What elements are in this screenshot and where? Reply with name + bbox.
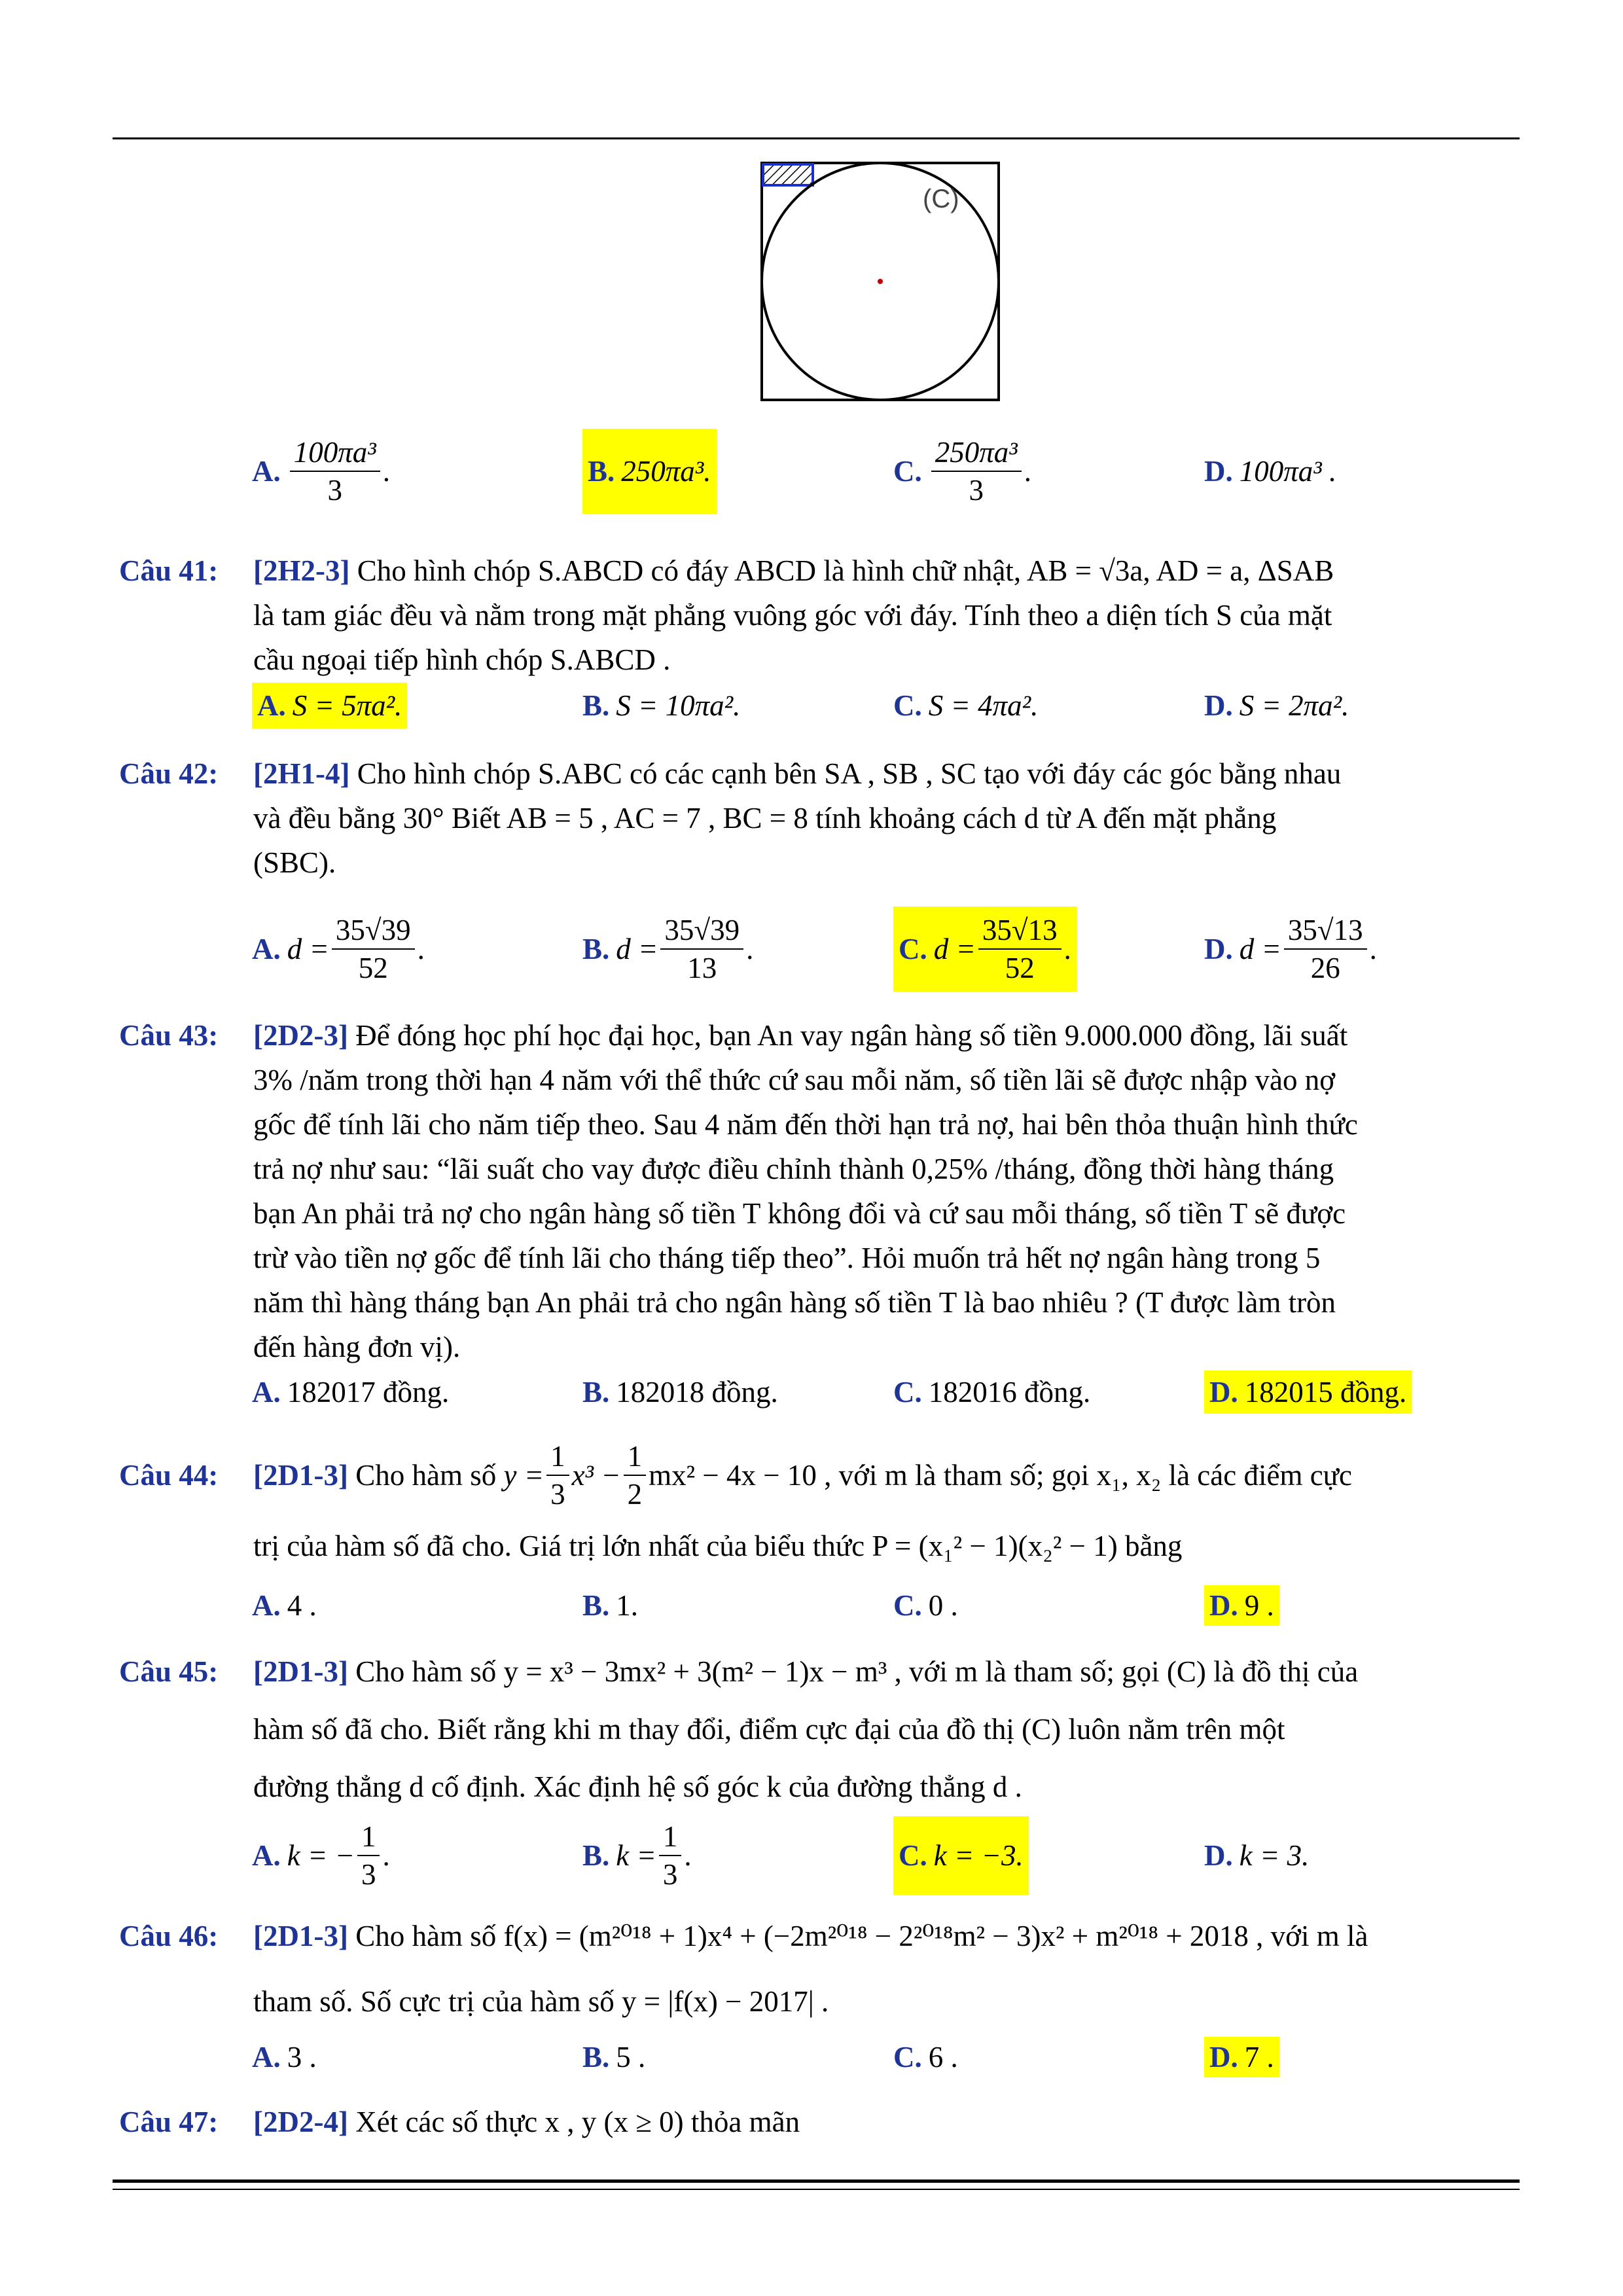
header-rule [113, 137, 1520, 139]
q45-option-c[interactable]: C. k = −3. [893, 1813, 1029, 1898]
q41-option-a[interactable]: A. S = 5πa². [252, 679, 407, 732]
question-body: [2D1-3] Cho hàm số y = $\frac{1}{3}$ x³ − $\frac{1}{2}$ mx² − 4x − 10 , với m là tham số; gọi x₁, x₂ là các điểm cực trị của hàm số đã cho. Giá trị lớn nhất của biểu thức P = (x₁² − 1)(x₂² − 1) bằng [253, 1433, 1513, 1568]
q45-option-d[interactable]: D. k = 3. [1204, 1839, 1310, 1872]
footer-rule-thin [113, 2189, 1520, 2190]
q43-option-b[interactable]: B. 182018 đồng. [582, 1376, 778, 1408]
q40-option-c[interactable]: C. $\frac{\text{250πa³}}{3}$ . [893, 429, 1031, 514]
q45-options [252, 1813, 1515, 1898]
q40-option-d[interactable]: D. 100πa³ . [1204, 455, 1337, 488]
question-number: Câu 43: [119, 1019, 219, 1052]
q43-options [252, 1369, 1515, 1415]
question-number: Câu 42: [119, 757, 219, 790]
q46-option-b[interactable]: B. 5 . [582, 2041, 646, 2073]
question-number: Câu 41: [119, 554, 219, 587]
center-point [878, 279, 883, 284]
circle-label: (C) [923, 185, 959, 213]
q46-option-a[interactable]: A. 3 . [252, 2041, 317, 2073]
q42-option-c[interactable]: C. d = $\frac{35√13}{52}$ . [893, 906, 1077, 992]
q46-option-d[interactable]: D. 7 . [1204, 2034, 1279, 2080]
question-number: Câu 46: [119, 1920, 219, 1952]
q40-option-b[interactable]: B. 250πa³. [582, 429, 717, 514]
q41-option-b[interactable]: B. S = 10πa². [582, 689, 741, 722]
q43-option-d[interactable]: D. 182015 đồng. [1204, 1369, 1412, 1415]
q46-option-c[interactable]: C. 6 . [893, 2041, 958, 2073]
q46-options [252, 2034, 1515, 2080]
q41-option-c[interactable]: C. S = 4πa². [893, 689, 1039, 722]
q44-option-a[interactable]: A. 4 . [252, 1589, 317, 1622]
q44-options [252, 1583, 1515, 1628]
q41-options [252, 679, 1515, 732]
question-number: Câu 45: [119, 1655, 219, 1688]
q40-option-a[interactable]: A. $\frac{\text{100πa³}}{3}$ . [252, 429, 390, 514]
q44-option-d[interactable]: D. 9 . [1204, 1583, 1279, 1628]
q40-options [252, 429, 1515, 514]
figure-svg [759, 160, 1008, 403]
q41-option-d[interactable]: D. S = 2πa². [1204, 689, 1349, 722]
q45-option-b[interactable]: B. k = $\frac{1}{3}$ . [582, 1813, 692, 1898]
question-body: [2D2-3] Để đóng học phí học đại học, bạn An vay ngân hàng số tiền 9.000.000 đồng, lãi suất 3% /năm trong thời hạn 4 năm với thể thức cứ sau mỗi năm, số tiền lãi sẽ được nhập vào nợ gốc để tính lãi cho năm tiếp theo. Sau 4 năm đến thời hạn trả nợ, hai bên thỏa thuận hình thức trả nợ như sau: “lãi suất cho vay được điều chỉnh thành 0,25% /tháng, đồng thời hàng tháng bạn An phải trả nợ cho ngân hàng số tiền T không đổi và cứ sau mỗi tháng, số tiền T sẽ được trừ vào tiền nợ gốc để tính lãi cho tháng tiếp theo”. Hỏi muốn trả hết nợ ngân hàng trong 5 năm thì hàng tháng bạn An phải trả cho ngân hàng số tiền T là bao nhiêu ? (T được làm tròn đến hàng đơn vị). [253, 1019, 1358, 1363]
question-body: [2D1-3] Cho hàm số y = x³ − 3mx² + 3(m² − 1)x − m³ , với m là tham số; gọi (C) là đồ thị của hàm số đã cho. Biết rằng khi m thay đổi, điểm cực đại của đồ thị (C) luôn nằm trên một đường thẳng d cố định. Xác định hệ số góc k của đường thẳng d . [253, 1655, 1359, 1803]
q43-option-a[interactable]: A. 182017 đồng. [252, 1376, 450, 1408]
footer-rule-thick [113, 2179, 1520, 2183]
question-number: Câu 44: [119, 1459, 219, 1492]
question-body: [2H1-4] Cho hình chóp S.ABC có các cạnh bên SA , SB , SC tạo với đáy các góc bằng nhau và đều bằng 30° Biết AB = 5 , AC = 7 , BC = 8 tính khoảng cách d từ A đến mặt phẳng (SBC). [253, 757, 1342, 879]
q45-option-a[interactable]: A. k = − $\frac{1}{3}$ . [252, 1813, 390, 1898]
q44-option-c[interactable]: C. 0 . [893, 1589, 958, 1622]
q42-option-b[interactable]: B. d = $\frac{35√39}{13}$ . [582, 906, 753, 992]
question-body: [2D1-3] Cho hàm số f(x) = (m²⁰¹⁸ + 1)x⁴ + (−2m²⁰¹⁸ − 2²⁰¹⁸m² − 3)x² + m²⁰¹⁸ + 2018 , với m là tham số. Số cực trị của hàm số y = |f(x) − 2017| . [253, 1920, 1368, 2018]
q42-options [252, 906, 1515, 992]
question-body: [2H2-3] Cho hình chóp S.ABCD có đáy ABCD là hình chữ nhật, AB = √3a, AD = a, ΔSAB là tam giác đều và nằm trong mặt phẳng vuông góc với đáy. Tính theo a diện tích S của mặt cầu ngoại tiếp hình chóp S.ABCD . [253, 554, 1334, 676]
question-number: Câu 47: [119, 2106, 219, 2138]
q42-option-d[interactable]: D. d = $\frac{35√13}{26}$ . [1204, 906, 1377, 992]
question-body: [2D2-4] Xét các số thực x , y (x ≥ 0) thỏa mãn [253, 2106, 800, 2138]
q44-option-b[interactable]: B. 1. [582, 1589, 639, 1622]
q43-option-c[interactable]: C. 182016 đồng. [893, 1376, 1091, 1408]
circle-in-square-figure [759, 160, 1008, 403]
q42-option-a[interactable]: A. d = $\frac{35√39}{52}$ . [252, 906, 425, 992]
hatched-corner [763, 164, 813, 185]
